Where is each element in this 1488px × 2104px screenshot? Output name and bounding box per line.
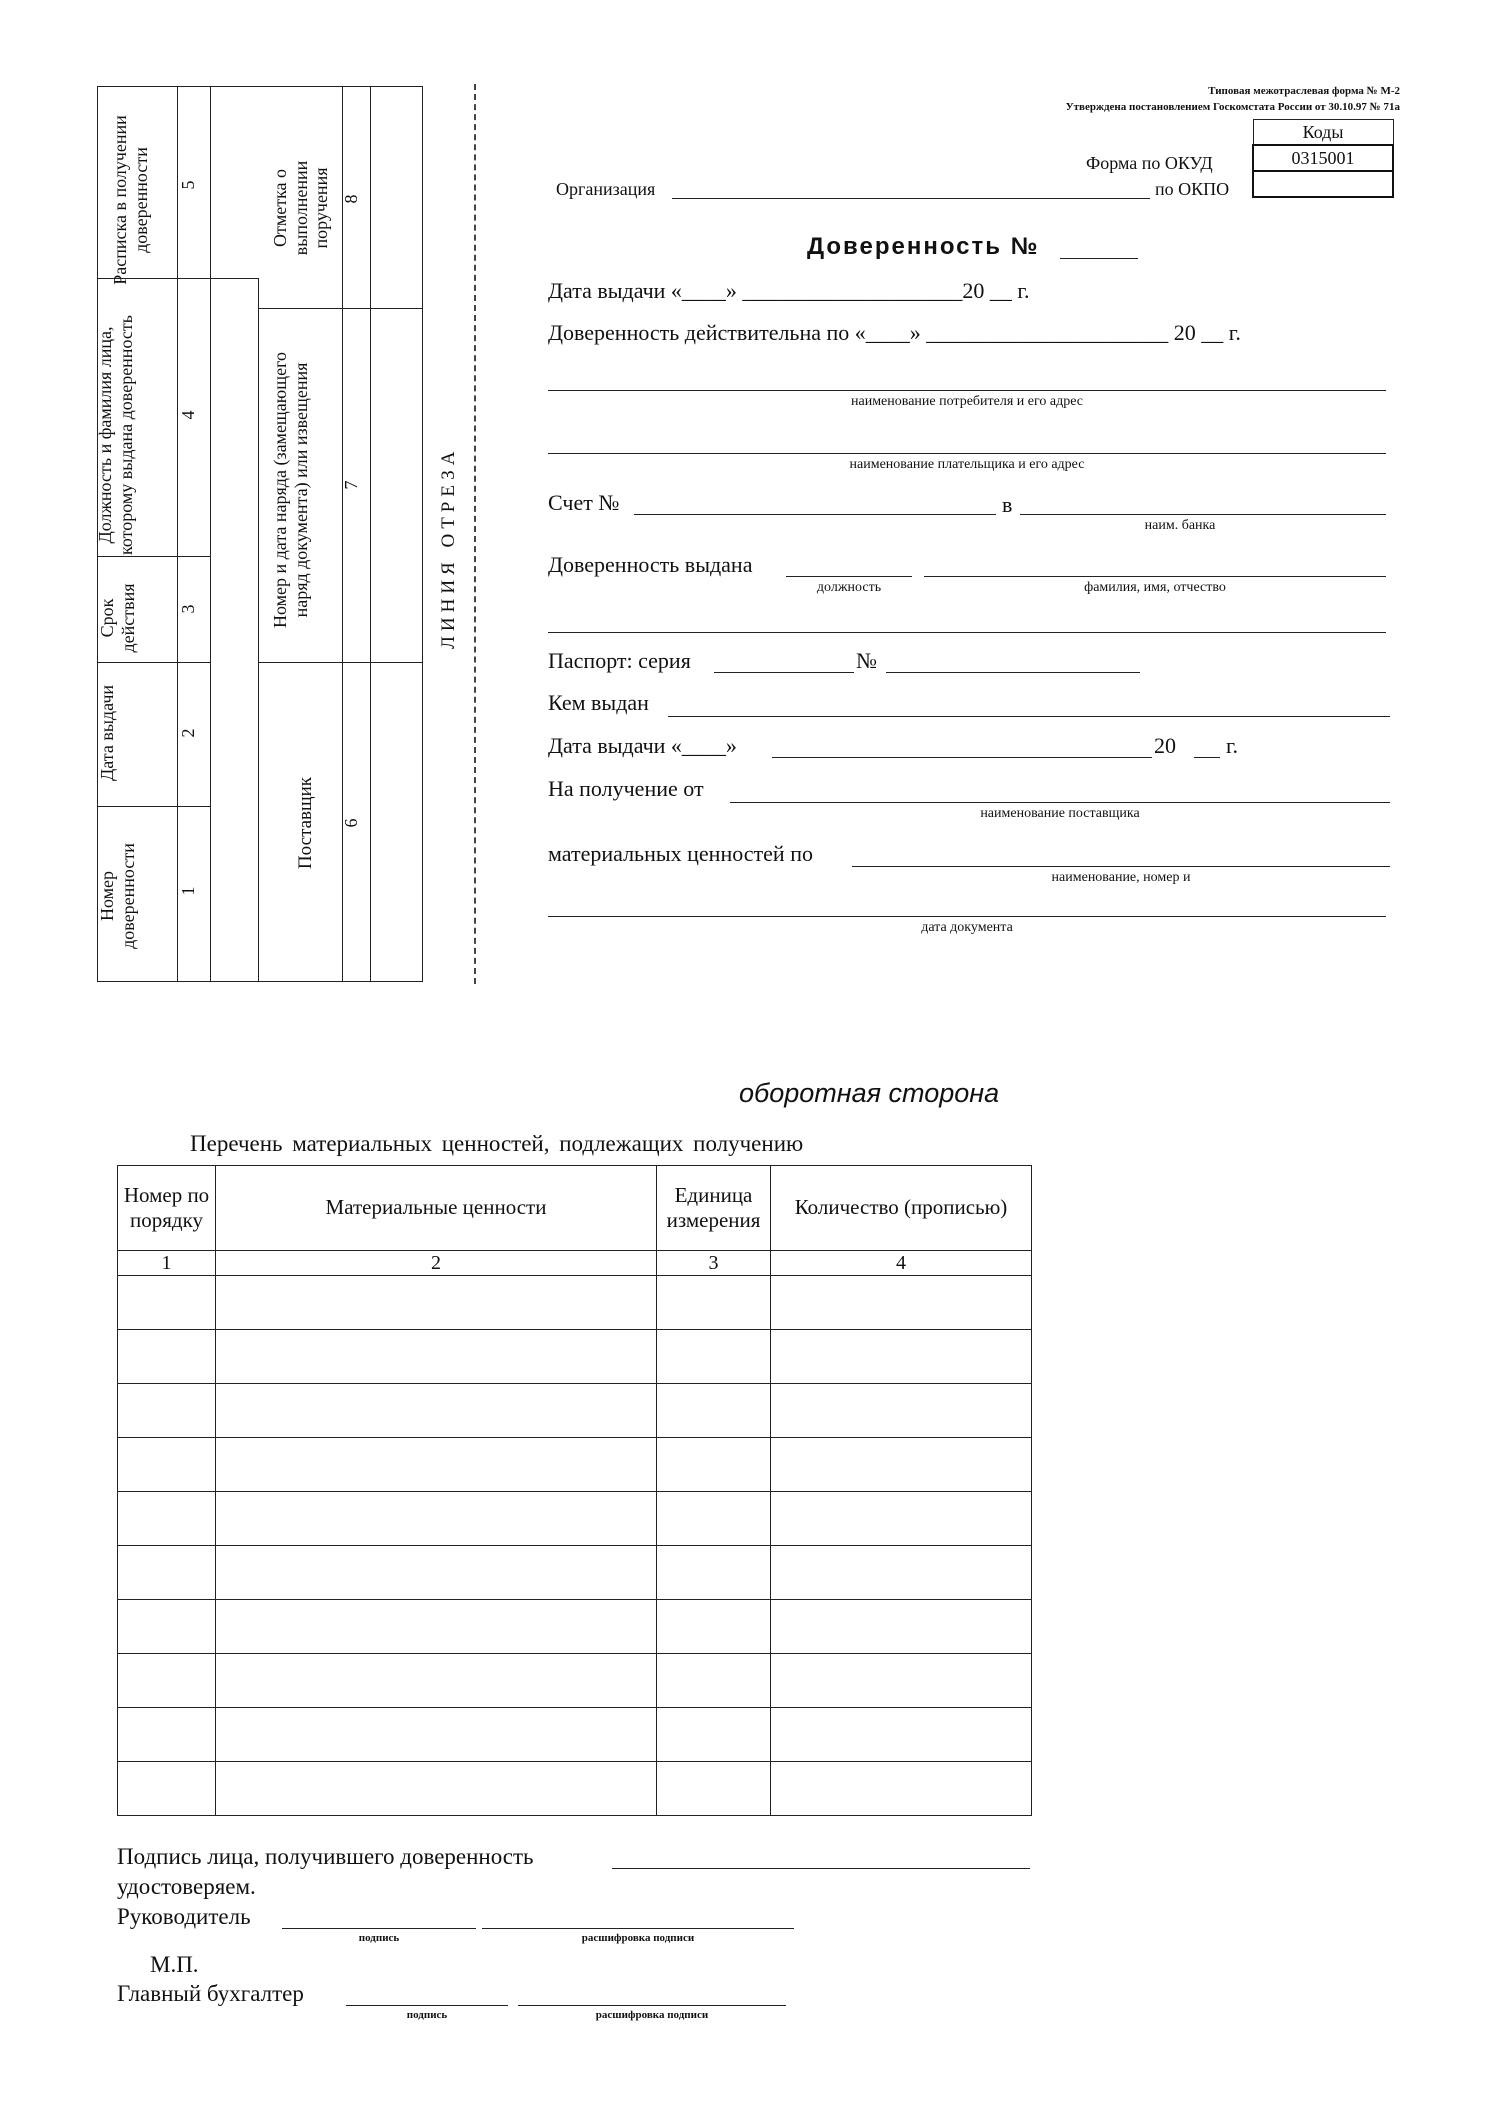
values-by-label: материальных ценностей по — [548, 841, 813, 866]
col-number-3: 3 — [657, 1251, 771, 1276]
cell-quantity[interactable] — [771, 1276, 1032, 1330]
head-decode-line[interactable] — [482, 1928, 794, 1929]
stub-col7-label: Номер и дата наряда (замещающего наряд документа) или извещения — [270, 351, 311, 629]
cell-materials[interactable] — [216, 1546, 657, 1600]
receive-from-label: На получение от — [548, 776, 704, 801]
passport-date-line[interactable] — [772, 757, 1152, 758]
cell-number[interactable] — [118, 1492, 216, 1546]
passport-label: Паспорт: серия — [548, 648, 691, 673]
cell-unit[interactable] — [657, 1546, 771, 1600]
okud-code: 0315001 — [1253, 145, 1393, 171]
cell-unit[interactable] — [657, 1438, 771, 1492]
payer-line[interactable] — [548, 453, 1386, 454]
form-title: Доверенность № — [807, 233, 1040, 260]
materials-rows — [118, 1276, 1032, 1816]
cell-quantity[interactable] — [771, 1546, 1032, 1600]
chief-sign-line[interactable] — [346, 2005, 508, 2006]
issued-to-label: Доверенность выдана — [548, 552, 753, 577]
payer-caption: наименование плательщика и его адрес — [849, 457, 1085, 472]
issue-date-field[interactable]: Дата выдачи «____» ____________________20 __ г. — [548, 278, 1030, 303]
col-header-number: Номер по порядку — [118, 1166, 216, 1251]
codes-header: Коды — [1253, 120, 1393, 146]
passport-number-line[interactable] — [886, 672, 1140, 673]
stub-hline — [97, 806, 210, 807]
stub-col2-label: Дата выдачи — [97, 684, 117, 782]
fio-caption: фамилия, имя, отчество — [1084, 580, 1226, 595]
col-header-materials: Материальные ценности — [216, 1166, 657, 1251]
consumer-caption: наименование потребителя и его адрес — [851, 394, 1083, 409]
document-caption-2: дата документа — [921, 920, 1013, 935]
stub-col1-number: 1 — [178, 886, 198, 896]
cell-quantity[interactable] — [771, 1708, 1032, 1762]
bank-line[interactable] — [1020, 514, 1386, 515]
chief-decode-caption: расшифровка подписи — [595, 2009, 709, 2021]
recipient-signature-label: Подпись лица, получившего доверенность — [117, 1844, 534, 1869]
col-number-2: 2 — [216, 1251, 657, 1276]
chief-sign-caption: подпись — [406, 2009, 448, 2021]
cell-unit[interactable] — [657, 1600, 771, 1654]
head-sign-caption: подпись — [358, 1932, 400, 1944]
stub-col7-number: 7 — [341, 480, 361, 490]
valid-until-field[interactable]: Доверенность действительна по «____» ______________________ 20 __ г. — [548, 320, 1241, 345]
cut-line — [474, 84, 476, 984]
stub-col4-label: Должность и фамилия лица, которому выдана доверенность — [95, 315, 136, 555]
cell-number[interactable] — [118, 1384, 216, 1438]
col-header-unit: Единица измерения — [657, 1166, 771, 1251]
cell-quantity[interactable] — [771, 1330, 1032, 1384]
passport-year: 20 — [1154, 733, 1176, 758]
table-row — [118, 1654, 1032, 1708]
cell-quantity[interactable] — [771, 1600, 1032, 1654]
issued-by-line[interactable] — [668, 716, 1390, 717]
fio-line[interactable] — [924, 576, 1386, 577]
form-number-line[interactable] — [1060, 258, 1138, 259]
cell-number[interactable] — [118, 1330, 216, 1384]
cell-unit[interactable] — [657, 1384, 771, 1438]
stamp-place-label: М.П. — [150, 1952, 199, 1977]
head-decode-caption: расшифровка подписи — [581, 1932, 695, 1944]
cell-materials[interactable] — [216, 1654, 657, 1708]
consumer-line[interactable] — [548, 390, 1386, 391]
col-header-quantity: Количество (прописью) — [771, 1166, 1032, 1251]
cell-number[interactable] — [118, 1438, 216, 1492]
cell-quantity[interactable] — [771, 1438, 1032, 1492]
account-line[interactable] — [634, 514, 996, 515]
table-row — [118, 1762, 1032, 1816]
cell-quantity[interactable] — [771, 1762, 1032, 1816]
stub-col3-number: 3 — [178, 604, 198, 614]
cell-unit[interactable] — [657, 1708, 771, 1762]
stub-col8-label: Отметка о выполнении поручения — [270, 160, 332, 256]
table-row — [118, 1276, 1032, 1330]
document-line[interactable] — [852, 866, 1390, 867]
cell-number[interactable] — [118, 1762, 216, 1816]
stub-col1-label: Номер доверенности — [97, 843, 138, 949]
cell-unit[interactable] — [657, 1762, 771, 1816]
stub-col6-label: Поставщик — [295, 776, 316, 870]
passport-g: г. — [1226, 733, 1239, 758]
supplier-line[interactable] — [730, 802, 1390, 803]
table-row — [118, 1546, 1032, 1600]
cell-quantity[interactable] — [771, 1492, 1032, 1546]
form-type-line1: Типовая межотраслевая форма № М-2 — [1208, 85, 1400, 97]
materials-header-row — [118, 1166, 1032, 1251]
cell-number[interactable] — [118, 1546, 216, 1600]
table-row — [118, 1708, 1032, 1762]
passport-no-label: № — [856, 648, 877, 673]
okpo-code — [1253, 171, 1393, 197]
certify-label: удостоверяем. — [117, 1874, 256, 1899]
materials-number-row — [118, 1251, 1032, 1276]
position-line[interactable] — [786, 576, 912, 577]
issued-by-label: Кем выдан — [548, 690, 649, 715]
cell-materials[interactable] — [216, 1708, 657, 1762]
okpo-label: по ОКПО — [1155, 179, 1230, 199]
head-label: Руководитель — [117, 1904, 251, 1929]
recipient-signature-line[interactable] — [612, 1868, 1030, 1869]
organization-label: Организация — [556, 179, 656, 199]
codes-table — [1252, 119, 1394, 198]
stub-col6-number: 6 — [341, 818, 361, 828]
cell-quantity[interactable] — [771, 1654, 1032, 1708]
stub-col5-label: Расписка в получении доверенности — [110, 115, 151, 285]
stub-col3-label: Срок действия — [97, 583, 138, 653]
cell-materials[interactable] — [216, 1492, 657, 1546]
stub-col2-number: 2 — [178, 728, 198, 738]
cell-number[interactable] — [118, 1708, 216, 1762]
stub-divider — [370, 86, 371, 982]
table-row — [118, 1600, 1032, 1654]
account-label: Счет № — [548, 490, 620, 515]
bank-caption: наим. банка — [1144, 518, 1216, 533]
position-caption: должность — [816, 580, 882, 595]
reverse-side-caption: оборотная сторона — [739, 1078, 1000, 1108]
organization-line[interactable] — [672, 198, 1150, 199]
issued-to-extra-line[interactable] — [548, 632, 1386, 633]
cell-materials[interactable] — [216, 1438, 657, 1492]
document-caption-1: наименование, номер и — [1051, 870, 1191, 885]
passport-series-line[interactable] — [714, 672, 854, 673]
cell-unit[interactable] — [657, 1492, 771, 1546]
list-title: Перечень материальных ценностей, подлежащих получению — [190, 1131, 804, 1156]
cell-materials[interactable] — [216, 1384, 657, 1438]
stub-col5-number: 5 — [178, 180, 198, 190]
materials-table — [117, 1165, 1032, 1816]
stub-col8-number: 8 — [341, 194, 361, 204]
cell-quantity[interactable] — [771, 1384, 1032, 1438]
cell-materials[interactable] — [216, 1762, 657, 1816]
cut-line-label: ЛИНИЯ ОТРЕЗА — [438, 446, 459, 649]
cell-unit[interactable] — [657, 1654, 771, 1708]
cell-number[interactable] — [118, 1600, 216, 1654]
stub-hline — [258, 308, 423, 309]
document-line-2[interactable] — [548, 916, 1386, 917]
stub-divider — [210, 86, 211, 982]
chief-accountant-label: Главный бухгалтер — [117, 1981, 304, 2006]
col-number-1: 1 — [118, 1251, 216, 1276]
table-row — [118, 1438, 1032, 1492]
cell-materials[interactable] — [216, 1330, 657, 1384]
account-in: в — [1002, 492, 1013, 517]
stub-divider — [258, 278, 259, 982]
col-number-4: 4 — [771, 1251, 1032, 1276]
passport-date-label: Дата выдачи «____» — [548, 733, 737, 758]
stub-col4-number: 4 — [178, 410, 198, 420]
cell-unit[interactable] — [657, 1276, 771, 1330]
table-row — [118, 1330, 1032, 1384]
cell-materials[interactable] — [216, 1600, 657, 1654]
supplier-caption: наименование поставщика — [980, 806, 1140, 821]
table-row — [118, 1384, 1032, 1438]
form-type-line2: Утверждена постановлением Госкомстата России от 30.10.97 № 71а — [1065, 101, 1400, 113]
cell-number[interactable] — [118, 1276, 216, 1330]
cell-unit[interactable] — [657, 1330, 771, 1384]
chief-decode-line[interactable] — [518, 2005, 786, 2006]
okud-label: Форма по ОКУД — [1086, 153, 1213, 173]
cell-number[interactable] — [118, 1654, 216, 1708]
cell-materials[interactable] — [216, 1276, 657, 1330]
stub-hline — [258, 662, 423, 663]
stub-divider — [177, 86, 178, 982]
passport-year-line[interactable] — [1194, 757, 1220, 758]
head-sign-line[interactable] — [282, 1928, 476, 1929]
table-row — [118, 1492, 1032, 1546]
